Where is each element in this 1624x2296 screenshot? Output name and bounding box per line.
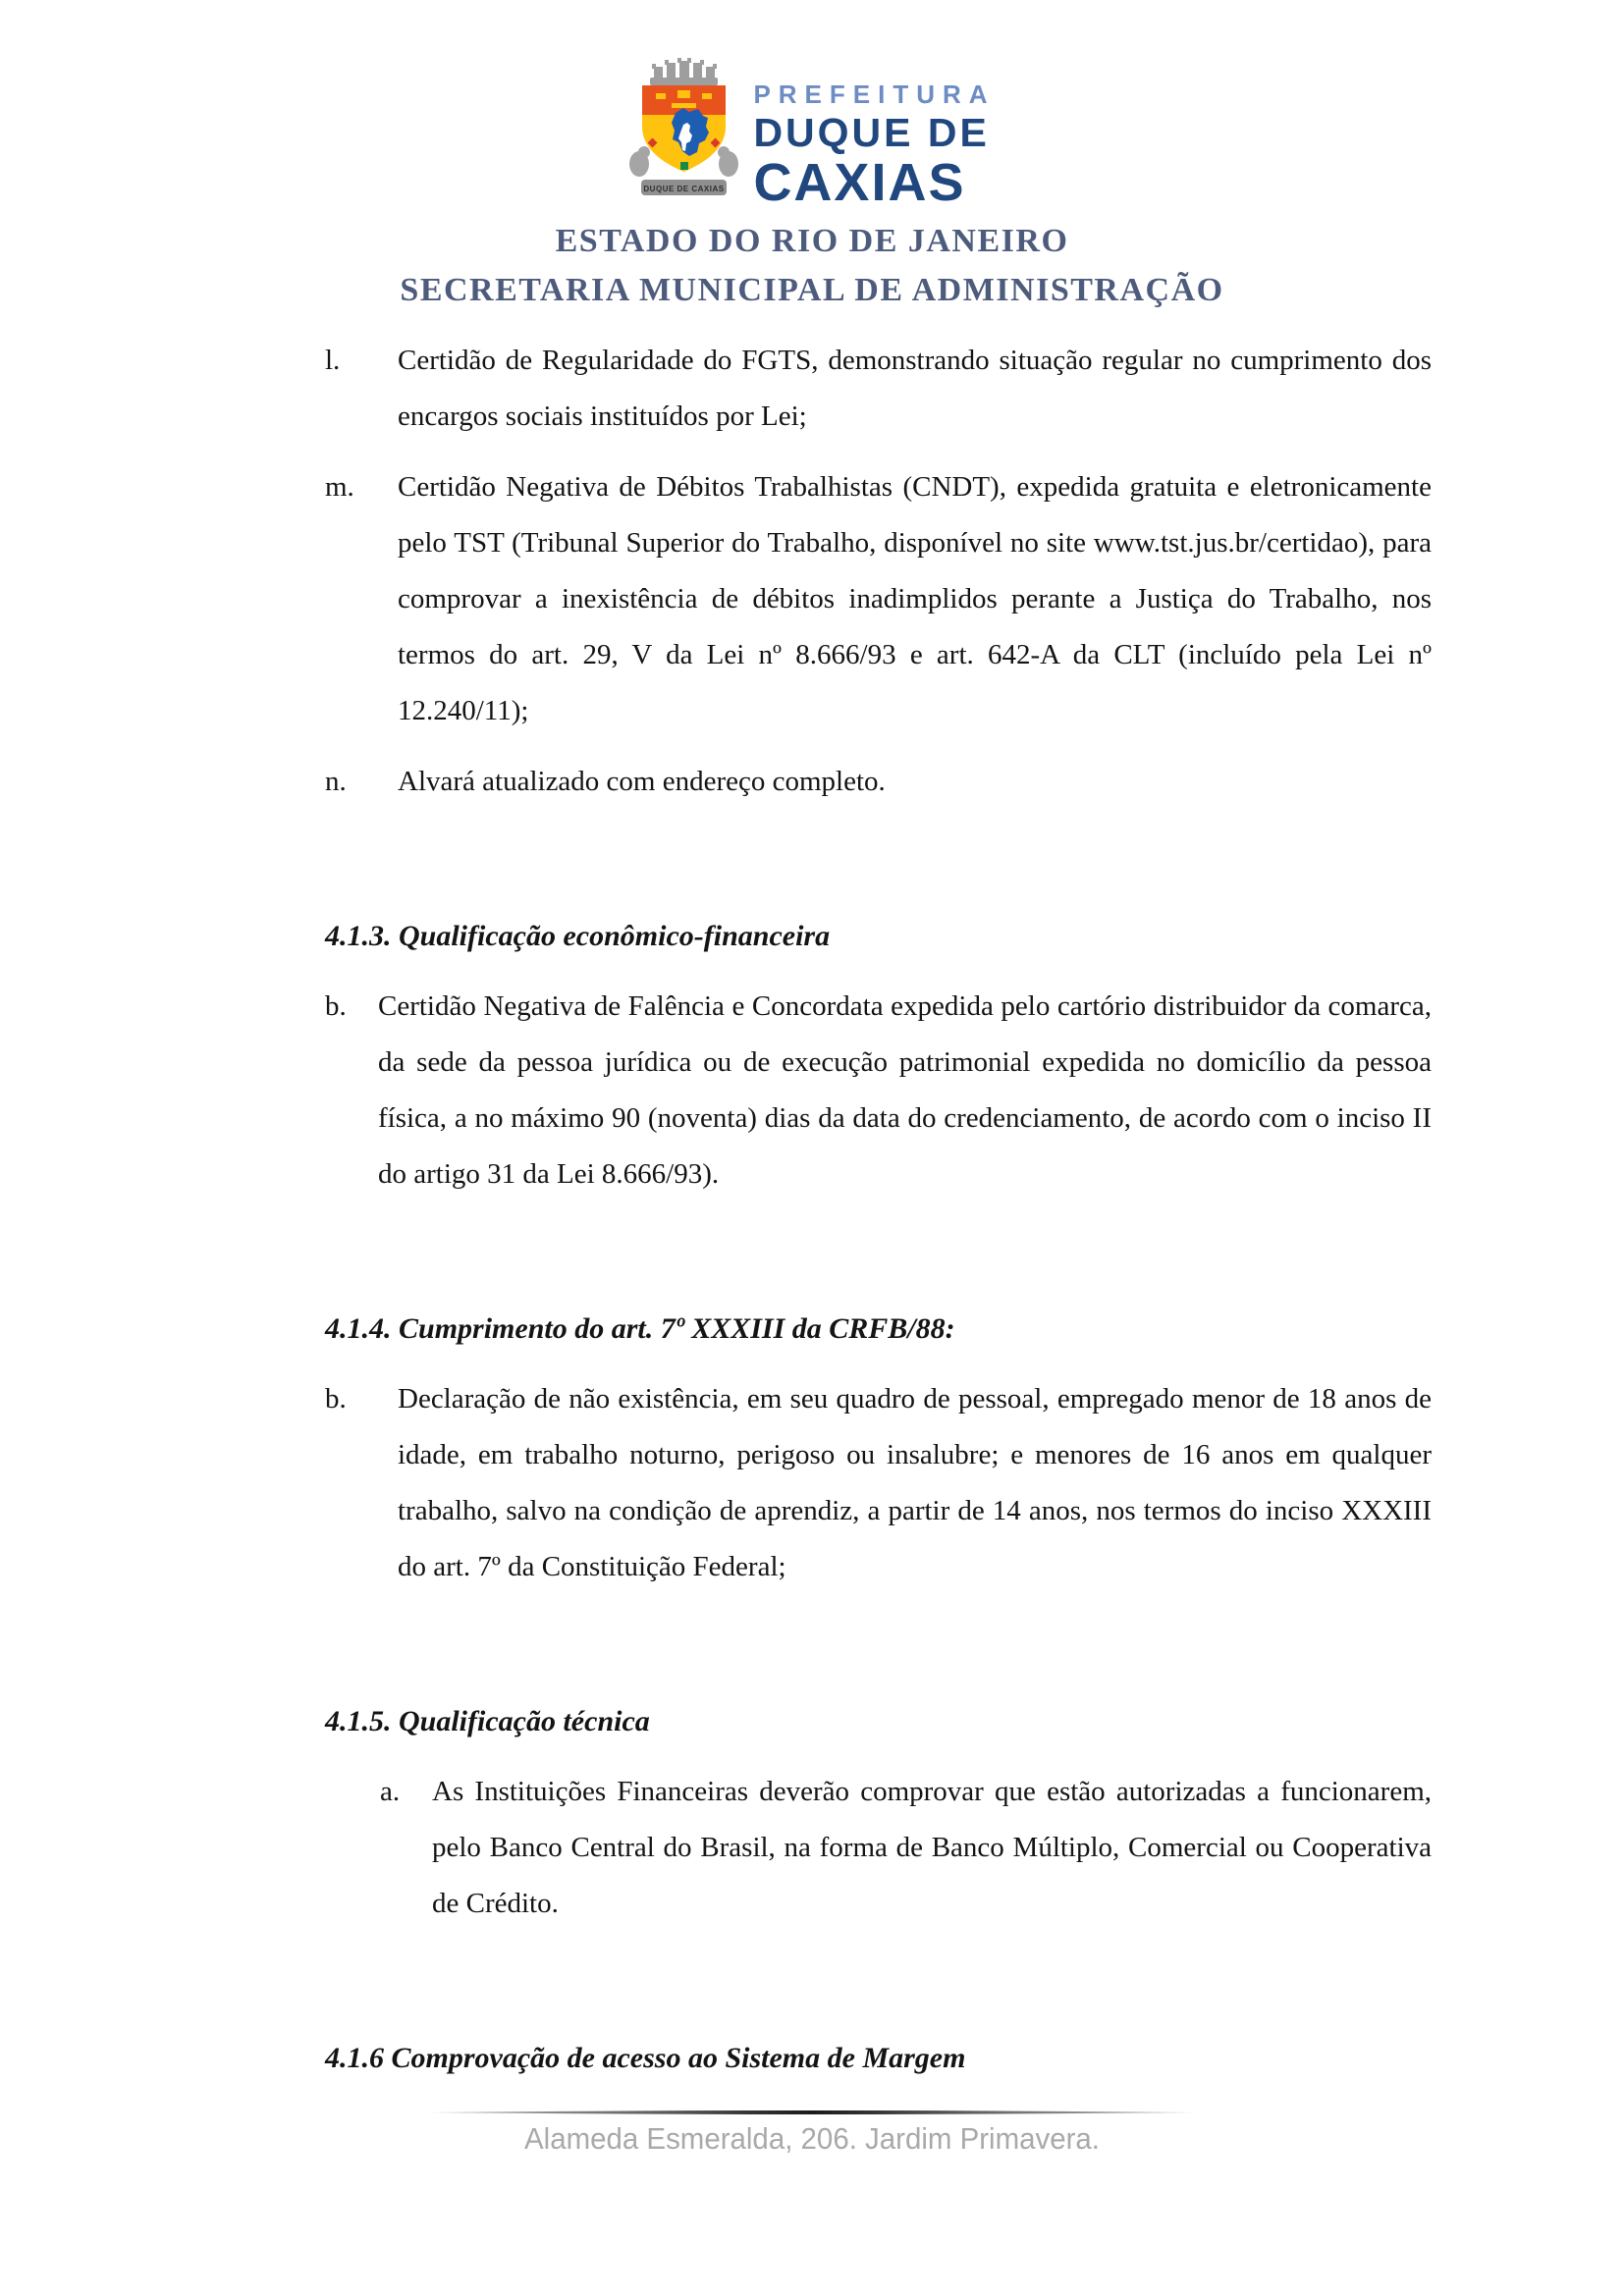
section-heading-4-1-5: 4.1.5. Qualificação técnica: [325, 1705, 650, 1737]
item-marker: l.: [325, 345, 341, 376]
item-marker: m.: [325, 471, 354, 503]
prefeitura-logo: [0, 54, 1624, 212]
item-text: Certidão Negativa de Falência e Concordata expedida pelo cartório distribuidor da comarca, da sede da pessoa jurídica ou de execução patrimonial expedida no domicílio da pessoa física, a no máximo 90 (noventa) dias da data do credenciamento, de acordo com o inciso II do artigo 31 da Lei 8.666/93).: [378, 990, 1432, 1190]
item-text: Certidão de Regularidade do FGTS, demonstrando situação regular no cumprimento dos encargos sociais instituídos por Lei;: [398, 345, 1432, 432]
footer-address: Alameda Esmeralda, 206. Jardim Primavera.: [524, 2121, 1100, 2156]
item-text: As Instituições Financeiras deverão comprovar que estão autorizadas a funcionarem, pelo Banco Central do Brasil, na forma de Banco Múltiplo, Comercial ou Cooperativa de Crédito.: [432, 1776, 1432, 1919]
state-title: ESTADO DO RIO DE JANEIRO: [555, 223, 1069, 259]
document-body: [0, 333, 1624, 2086]
list-item-414-b: [325, 1371, 1432, 1595]
item-marker: b.: [325, 990, 347, 1022]
footer-divider: [429, 2109, 1195, 2116]
item-marker: b.: [325, 1383, 347, 1415]
list-item-n: [325, 754, 1432, 810]
list-item-m: [325, 459, 1432, 739]
item-text: Declaração de não existência, em seu quadro de pessoal, empregado menor de 18 anos de idade, em trabalho noturno, perigoso ou insalubre; e menores de 16 anos em qualquer trabalho, salvo na condição de aprendiz, a partir de 14 anos, nos termos do inciso XXXIII do art. 7º da Constituição Federal;: [398, 1383, 1432, 1582]
page-footer: [0, 2109, 1624, 2157]
city-coat-of-arms-icon: [628, 54, 739, 201]
letterhead: [0, 0, 1624, 309]
crown-icon: [650, 58, 718, 85]
logo-duque-de-label: DUQUE DE: [753, 110, 990, 155]
list-item-l: [325, 333, 1432, 445]
item-marker: a.: [380, 1776, 401, 1807]
logo-prefeitura-label: PREFEITURA: [753, 80, 996, 109]
list-item-413-b: [325, 979, 1432, 1202]
logo-wordmark: [753, 54, 996, 212]
item-text: Certidão Negativa de Débitos Trabalhistas (CNDT), expedida gratuita e eletronicamente pelo TST (Tribunal Superior do Trabalho, disponível no site www.tst.jus.br/certidao), para comprovar a inexistência de débitos inadimplidos perante a Justiça do Trabalho, nos termos do art. 29, V da Lei nº 8.666/93 e art. 642-A da CLT (incluído pela Lei nº 12.240/11);: [398, 471, 1432, 726]
section-heading-4-1-3: 4.1.3. Qualificação econômico-financeira: [325, 920, 831, 952]
list-item-415-a: [325, 1764, 1432, 1932]
item-marker: n.: [325, 766, 347, 797]
item-text: Alvará atualizado com endereço completo.: [398, 766, 886, 797]
department-title: SECRETARIA MUNICIPAL DE ADMINISTRAÇÃO: [400, 272, 1224, 308]
section-heading-4-1-4: 4.1.4. Cumprimento do art. 7º XXXIII da CRFB/88:: [325, 1312, 955, 1345]
section-heading-4-1-6: 4.1.6 Comprovação de acesso ao Sistema de Margem: [325, 2042, 966, 2074]
crest-banner-label: DUQUE DE CAXIAS: [643, 185, 726, 193]
logo-caxias-label: CAXIAS: [753, 153, 966, 212]
